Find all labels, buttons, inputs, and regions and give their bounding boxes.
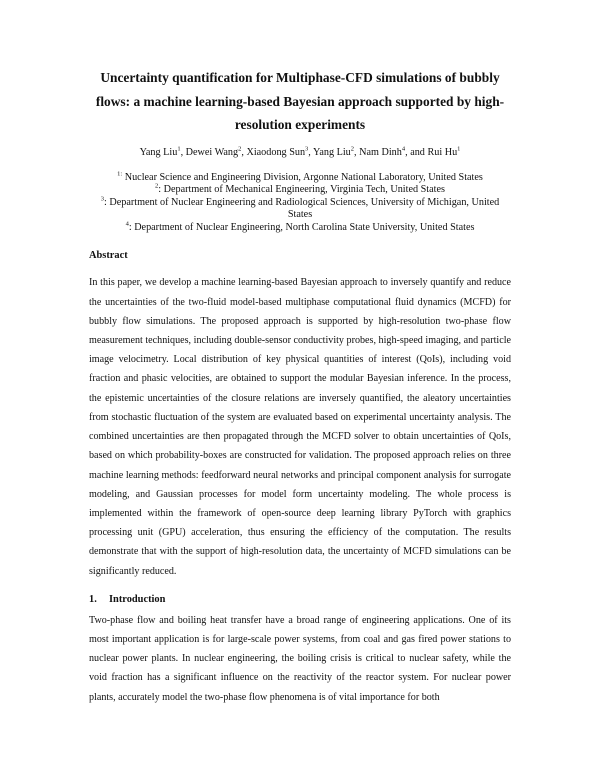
section-title: Introduction [109,593,166,605]
affiliation-list [89,172,511,235]
author: Rui Hu$^1$ [427,145,461,158]
affiliation: $^2$: Department of Mechanical Engineering, Virginia Tech, United States [155,182,445,196]
author: Dewei Wang$^2$ [185,145,242,158]
section-heading [89,593,511,607]
affiliation: $^4$: Department of Nuclear Engineering, North Carolina State University, United States [125,220,475,233]
affiliation: $^3$: Department of Nuclear Engineering and Radiological Sciences, University of Michigan, United States [100,195,500,221]
intro-text: Two-phase flow and boiling heat transfer have a broad range of engineering applications. One of its most important application is for large-scale power systems, from coal and gas fired power stations to nuclear power plants. In nuclear engineering, the boiling crisis is critical to nuclear safety, while the void fraction has a significant influence on the reactivity of the reactor system. For nuclear power plants, accurately model the two-phase flow phenomena is of vital importance for both [89,614,511,703]
abstract-text: In this paper, we develop a machine learning-based Bayesian approach to inversely quantify and reduce the uncertainties of the two-fluid model-based multiphase computational fluid dynamics (MCFD) for bubbly flow simulations. The proposed approach is supported by high-resolution two-phase flow measurement techniques, including double-sensor conductivity probes, high-speed imaging, and particle image velocimetry. Local distribution of key physical quantities of interest (QoIs), including void fraction and phasic velocities, are obtained to support the modular Bayesian inference. In the process, the epistemic uncertainties of the closure relations are inversely quantified, the aleatory uncertainties from stochastic fluctuation of the system are evaluated based on experimental uncertainty analysis. The combined uncertainties are then propagated through the MCFD solver to obtain uncertainties of QoIs, based on which probability-boxes are constructed for validation. The proposed approach relies on three machine learning methods: feedforward neural networks and principal component analysis for surrogate modeling, and Gaussian processes for model form uncertainty modeling. The whole process is implemented within the framework of open-source deep learning library PyTorch with graphics processing unit (GPU) acceleration, thus ensuring the efficiency of the computation. The results demonstrate that with the support of high-resolution data, the uncertainty of MCFD simulations can be significantly reduced. [89,277,511,577]
paper-title: Uncertainty quantification for Multiphase-CFD simulations of bubbly flows: a machine learning-based Bayesian approach supported by high-resolution experiments [95,70,505,132]
author: Yang Liu$^2$ [313,145,355,158]
author: Yang Liu$^1$ [139,145,181,158]
affiliation: $^{1:}$ Nuclear Science and Engineering Division, Argonne National Laboratory, United States [117,170,483,183]
author: Xiaodong Sun$^3$ [246,145,309,158]
section-number: 1. [89,593,97,605]
author-list: Yang Liu$^1$, Dewei Wang$^2$, Xiaodong Sun$^3$, Yang Liu$^2$, Nam Dinh$^4$, and Rui Hu$^1$ [139,145,461,158]
abstract-heading: Abstract [89,250,128,262]
author: Nam Dinh$^4$ [359,145,406,158]
